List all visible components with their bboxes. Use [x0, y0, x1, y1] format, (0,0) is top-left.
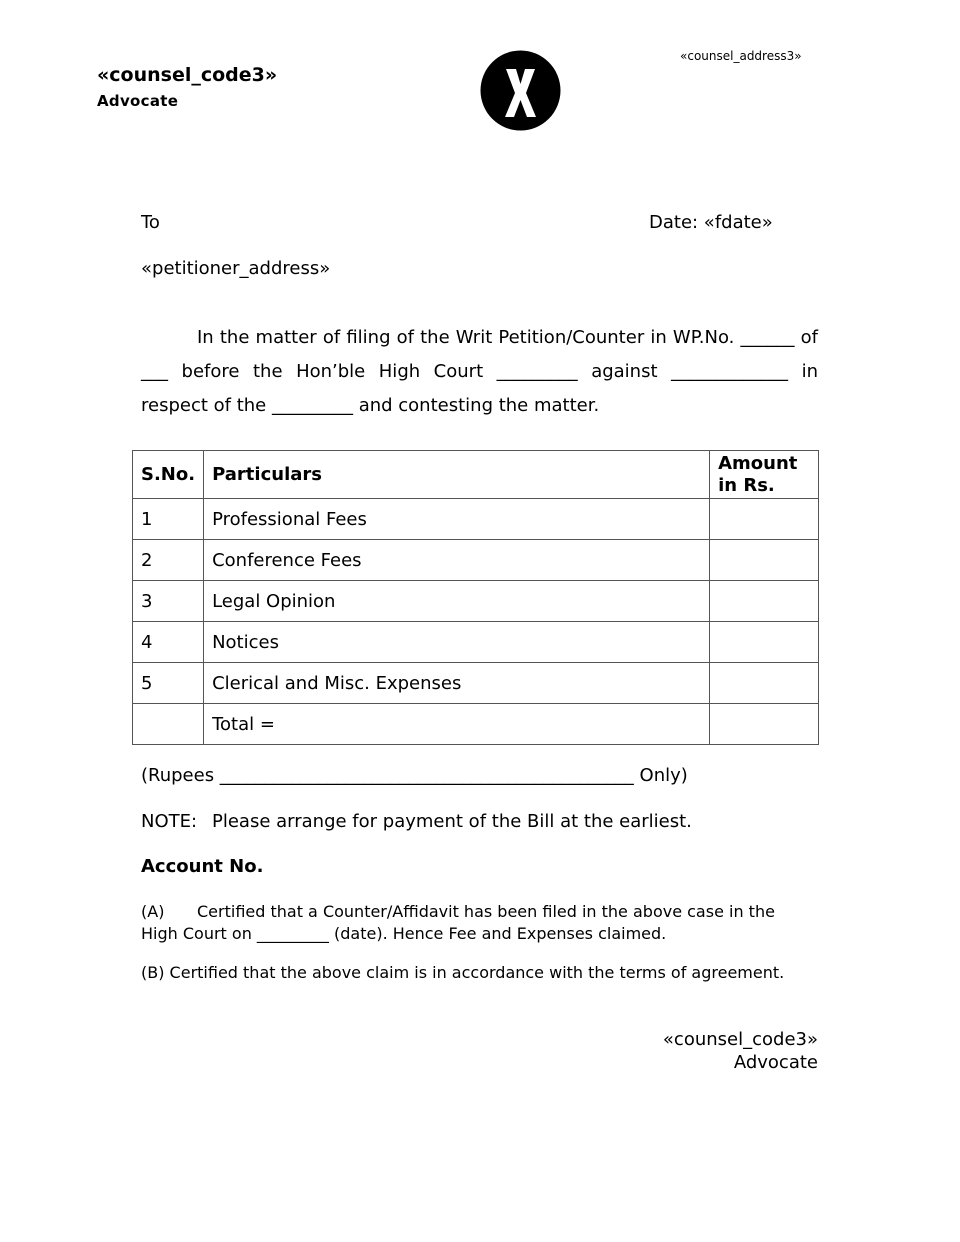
table-header-row	[133, 451, 819, 499]
row-particulars: Legal Opinion	[204, 581, 710, 622]
rupees-line: (Rupees ______________________________________________ Only)	[141, 765, 688, 786]
table-row	[133, 581, 819, 622]
total-row	[133, 704, 819, 745]
row-particulars: Clerical and Misc. Expenses	[204, 663, 710, 704]
header-amount	[710, 451, 819, 499]
signature-block	[663, 1028, 818, 1074]
total-label: Total =	[204, 704, 710, 745]
table-row	[133, 663, 819, 704]
account-label: Account No.	[141, 856, 264, 877]
note-line	[141, 811, 692, 832]
certification-a	[141, 901, 801, 945]
fees-table	[132, 450, 819, 745]
row-amount	[710, 499, 819, 540]
to-label: To	[141, 212, 160, 233]
counsel-address: «counsel_address3»	[680, 49, 802, 63]
matter-paragraph: In the matter of filing of the Writ Petition/Counter in WP.No. ______ of ___ before the Hon’ble High Court _________ against _____________ in respect of the _________ and contesting the matter.	[141, 327, 818, 416]
total-sno-empty	[133, 704, 204, 745]
header-sno: S.No.	[133, 451, 204, 499]
row-sno: 3	[133, 581, 204, 622]
table-row	[133, 499, 819, 540]
row-particulars: Professional Fees	[204, 499, 710, 540]
header-particulars: Particulars	[204, 451, 710, 499]
signature-role: Advocate	[733, 1052, 818, 1073]
certification-b: (B) Certified that the above claim is in accordance with the terms of agreement.	[141, 963, 785, 982]
row-sno: 4	[133, 622, 204, 663]
certification-a-text: Certified that a Counter/Affidavit has been filed in the above case in the High Court on _________ (date). Hence Fee and Expenses claimed.	[141, 902, 775, 943]
note-text: Please arrange for payment of the Bill at the earliest.	[212, 811, 692, 832]
table-row	[133, 540, 819, 581]
row-amount	[710, 663, 819, 704]
petitioner-address: «petitioner_address»	[141, 258, 331, 279]
row-amount	[710, 622, 819, 663]
note-label: NOTE:	[141, 811, 198, 832]
certification-a-tag: (A)	[141, 902, 165, 921]
row-sno: 2	[133, 540, 204, 581]
row-amount	[710, 540, 819, 581]
header-amount-line2: in Rs.	[718, 475, 775, 496]
counsel-code: «counsel_code3»	[97, 64, 278, 86]
date-line: Date: «fdate»	[649, 212, 773, 233]
advocate-bands-logo-icon	[480, 50, 561, 131]
row-particulars: Notices	[204, 622, 710, 663]
row-amount	[710, 581, 819, 622]
row-sno: 1	[133, 499, 204, 540]
row-sno: 5	[133, 663, 204, 704]
row-particulars: Conference Fees	[204, 540, 710, 581]
signature-counsel-code: «counsel_code3»	[662, 1029, 818, 1050]
header-amount-line1: Amount	[718, 453, 798, 474]
table-row	[133, 622, 819, 663]
total-amount	[710, 704, 819, 745]
counsel-role: Advocate	[97, 92, 179, 110]
